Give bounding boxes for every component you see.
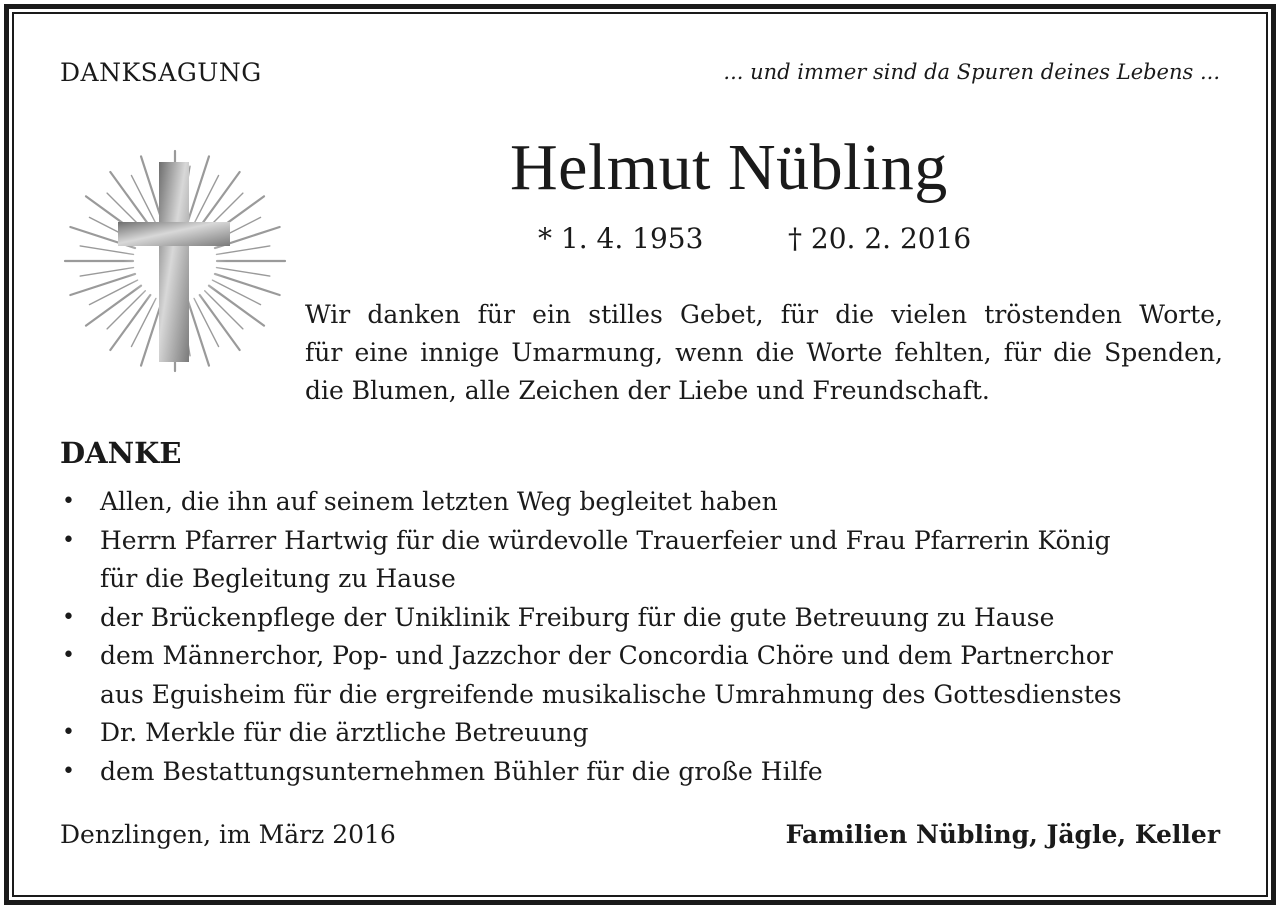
light-ray — [141, 156, 162, 221]
birth-date: * 1. 4. 1953 — [538, 222, 704, 255]
thanks-line: Wir danken für ein stilles Gebet, für die vielen tröstenden Worte, — [305, 300, 1223, 329]
families-signature: Familien Nübling, Jägle, Keller — [785, 820, 1220, 849]
list-item-text: dem Bestattungsunternehmen Bühler für die große Hilfe — [100, 756, 823, 786]
light-ray — [215, 274, 280, 295]
thanks-paragraph — [305, 296, 1223, 410]
list-item-text: für die Begleitung zu Hause — [100, 564, 456, 593]
danke-heading: DANKE — [60, 436, 182, 470]
light-ray — [188, 301, 209, 366]
list-item — [60, 599, 1220, 638]
list-item-text: Allen, die ihn auf seinem letzten Weg begleitet haben — [100, 487, 778, 516]
thanks-line: die Blumen, alle Zeichen der Liebe und Freundschaft. — [305, 376, 990, 405]
cross-horizontal-beam — [118, 222, 230, 246]
light-ray — [70, 274, 135, 295]
list-item-text: Dr. Merkle für die ärztliche Betreuung — [100, 718, 589, 747]
list-item — [60, 753, 1220, 792]
danke-list — [60, 483, 1220, 791]
list-item — [60, 637, 1220, 714]
cross-icon — [62, 148, 288, 374]
light-ray — [141, 301, 162, 366]
list-item-text: der Brückenpflege der Uniklinik Freiburg für die gute Betreuung zu Hause — [100, 602, 1055, 632]
thanks-line: für eine innige Umarmung, wenn die Worte fehlten, für die Spenden, — [305, 338, 1223, 367]
cross-vertical-beam — [159, 162, 189, 362]
list-item — [60, 522, 1220, 599]
motto-text: ... und immer sind da Spuren deines Lebens ... — [723, 60, 1220, 84]
death-date: † 20. 2. 2016 — [788, 222, 972, 255]
bullet-icon: • — [62, 527, 75, 553]
bullet-icon: • — [62, 604, 75, 630]
bullet-icon: • — [62, 720, 75, 745]
list-item — [60, 714, 1220, 753]
list-item-text: dem Männerchor, Pop- und Jazzchor der Concordia Chöre und dem Partnerchor — [100, 641, 1113, 670]
list-item-text: Herrn Pfarrer Hartwig für die würdevolle Trauerfeier und Frau Pfarrerin König — [100, 525, 1111, 555]
bullet-icon: • — [62, 643, 75, 668]
heading-danksagung: DANKSAGUNG — [60, 58, 262, 87]
bullet-icon: • — [62, 758, 75, 784]
light-ray — [188, 156, 209, 221]
place-and-date: Denzlingen, im März 2016 — [60, 820, 396, 849]
list-item — [60, 483, 1220, 522]
deceased-name: Helmut Nübling — [510, 131, 948, 204]
bullet-icon: • — [62, 489, 75, 514]
list-item-text: aus Eguisheim für die ergreifende musikalische Umrahmung des Gottesdienstes — [100, 679, 1122, 709]
